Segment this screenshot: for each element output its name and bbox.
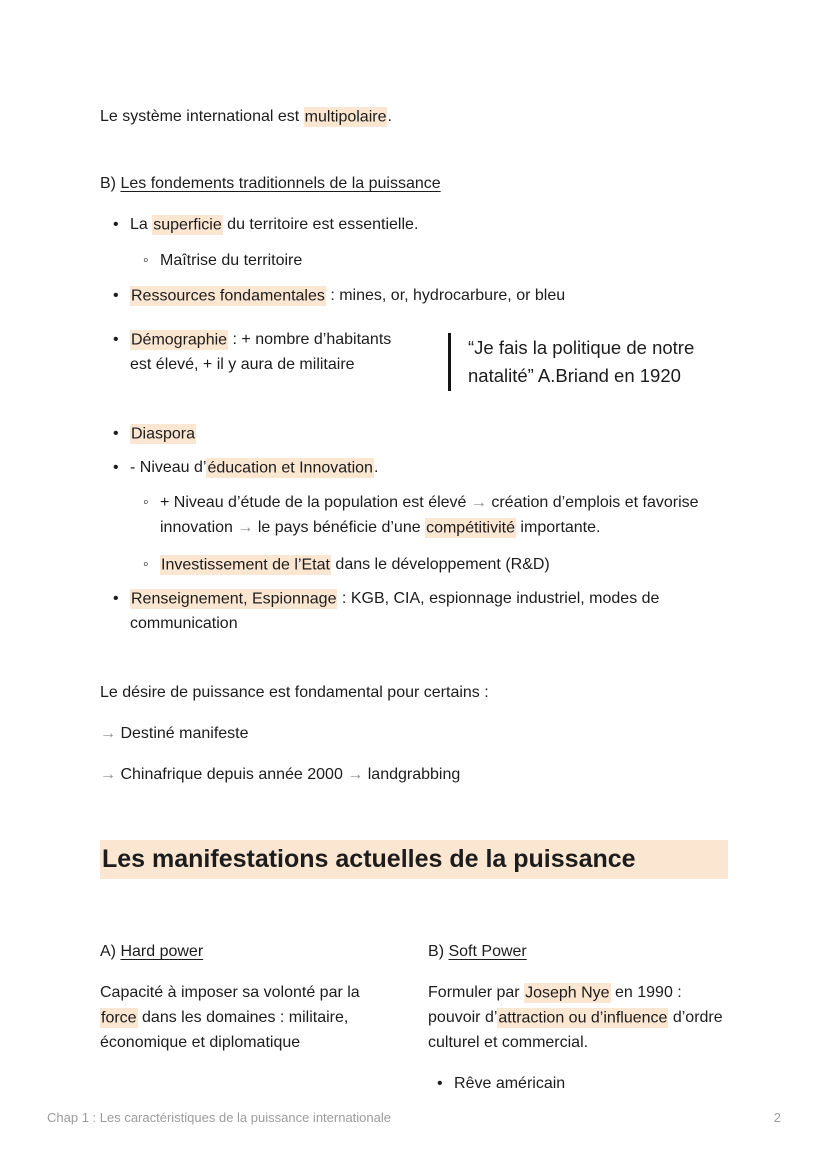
heading-hard-power: A) Hard power bbox=[100, 943, 204, 960]
bullet-text: Maîtrise du territoire bbox=[160, 252, 303, 269]
heading-soft-power: B) Soft Power bbox=[428, 943, 527, 960]
bullet-niveau-etude bbox=[100, 490, 728, 540]
quote-text: “Je fais la politique de notre natalité” A.Briand en 1920 bbox=[468, 337, 695, 386]
demographie-quote-row bbox=[100, 327, 728, 391]
quote-block bbox=[448, 333, 728, 391]
bullet-text: Diaspora bbox=[131, 425, 196, 442]
bullet-text: + Niveau d’étude de la population est élevé → création d’emplois et favorise innovation → le pays bénéficie d’une compétitivité importante. bbox=[160, 494, 699, 536]
footer-chapter-label: Chap 1 : Les caractéristiques de la puissance internationale bbox=[47, 1110, 391, 1125]
section-heading-b: B) Les fondements traditionnels de la puissance bbox=[100, 175, 441, 192]
sub-bullet-icon: ◦ bbox=[143, 252, 149, 269]
column-soft-power bbox=[428, 923, 728, 1096]
bullet-text: La superficie du territoire est essentielle. bbox=[130, 216, 419, 233]
bullet-ressources bbox=[100, 283, 728, 308]
bullet-text: Rêve américain bbox=[454, 1075, 566, 1092]
bullet-education bbox=[100, 455, 728, 480]
paragraph-intro: Le système international est multipolaire. bbox=[100, 108, 392, 125]
bullet-reve-americain bbox=[428, 1071, 728, 1096]
bullet-text: Renseignement, Espionnage : KGB, CIA, espionnage industriel, modes de communication bbox=[130, 590, 660, 632]
bullet-icon: • bbox=[113, 590, 119, 607]
bullet-demographie bbox=[100, 327, 405, 377]
paragraph-hard-power: Capacité à imposer sa volonté par la force dans les domaines : militaire, économique et diplomatique bbox=[100, 984, 360, 1051]
paragraph-chinafrique: → Chinafrique depuis année 2000 → landgrabbing bbox=[100, 766, 461, 783]
paragraph-soft-power: Formuler par Joseph Nye en 1990 : pouvoir d’attraction ou d’influence d’ordre culturel et commercial. bbox=[428, 984, 723, 1051]
bullet-icon: • bbox=[113, 216, 119, 233]
bullet-superficie bbox=[100, 212, 728, 237]
bullet-text: Ressources fondamentales : mines, or, hydrocarbure, or bleu bbox=[131, 287, 566, 304]
bullet-icon: • bbox=[113, 331, 119, 348]
bullet-icon: • bbox=[113, 425, 119, 442]
bullet-icon: • bbox=[437, 1075, 443, 1092]
bullet-text: Démographie : + nombre d’habitants est élevé, + il y aura de militaire bbox=[130, 331, 392, 373]
bullet-maitrise bbox=[100, 248, 728, 273]
bullet-text: Investissement de l’Etat dans le développement (R&D) bbox=[161, 556, 550, 573]
sub-bullet-icon: ◦ bbox=[143, 494, 149, 511]
footer bbox=[47, 1110, 781, 1125]
bullet-renseignement bbox=[100, 586, 728, 636]
bullet-diaspora bbox=[100, 421, 728, 446]
bullet-icon: • bbox=[113, 287, 119, 304]
footer-page-number: 2 bbox=[773, 1110, 781, 1125]
paragraph-desire-puissance: Le désire de puissance est fondamental pour certains : bbox=[100, 684, 489, 701]
column-hard-power bbox=[100, 923, 396, 1096]
paragraph-destine-manifeste: → Destiné manifeste bbox=[100, 725, 249, 742]
bullet-icon: • bbox=[113, 459, 119, 476]
section-title-manifestations: Les manifestations actuelles de la puissance bbox=[100, 840, 728, 879]
bullet-text: - Niveau d’éducation et Innovation. bbox=[130, 459, 379, 476]
bullet-investissement bbox=[100, 552, 728, 577]
two-column-section bbox=[100, 923, 728, 1096]
sub-bullet-icon: ◦ bbox=[143, 556, 149, 573]
